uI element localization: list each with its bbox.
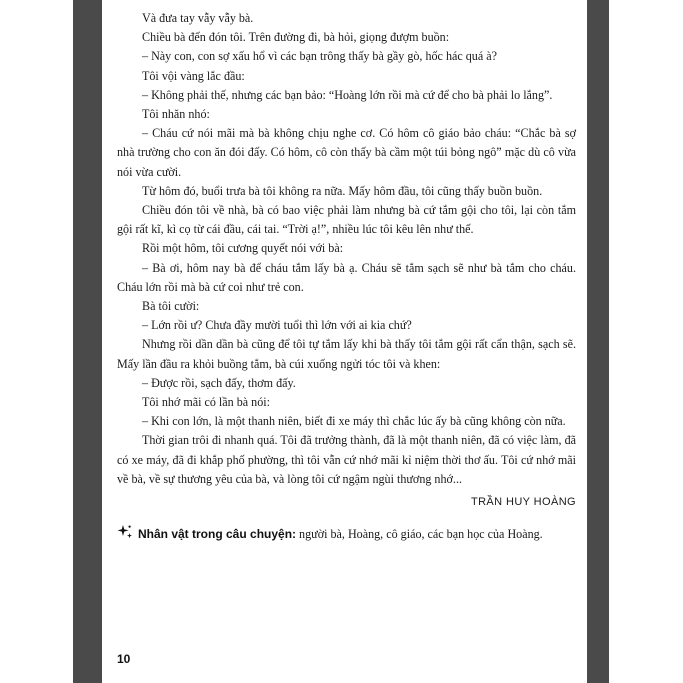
sparkle-icon — [117, 524, 133, 540]
story-paragraph: Nhưng rồi dần dần bà cũng để tôi tự tắm lấy khi bà thấy tôi tắm gội rất cẩn thận, sạch sẽ. Mấy lần đầu ra khỏi buồng tắm, bà cúi xuống ngửi tóc tôi và khen: — [117, 337, 576, 371]
story-paragraph: Chiều bà đến đón tôi. Trên đường đi, bà hỏi, giọng đượm buồn: — [142, 30, 450, 45]
story-paragraph: – Cháu cứ nói mãi mà bà không chịu nghe cơ. Có hôm cô giáo bảo cháu: “Chắc bà sợ nhà trường cho con ăn đói đấy. Có hôm, cô còn thấy bà cầm một túi bỏng ngô” mặc dù cô vừa nói vừa cười. — [117, 126, 576, 179]
left-margin-bar — [73, 0, 102, 683]
character-note — [117, 524, 576, 544]
page-number: 10 — [117, 652, 131, 666]
story-paragraphs — [117, 9, 576, 489]
story-paragraph: Và đưa tay vẫy vẫy bà. — [142, 11, 254, 25]
story-paragraph: Chiều đón tôi về nhà, bà có bao việc phải làm nhưng bà cứ tắm gội cho tôi, lại còn tắm gội rất kĩ, kì cọ từ cái đầu, cái tai. “Trời ạ!”, nhiều lúc tôi kêu lên như thế. — [117, 203, 576, 237]
note-label: Nhân vật trong câu chuyện: — [138, 527, 297, 542]
story-paragraph: Bà tôi cười: — [142, 299, 200, 314]
story-paragraph: – Không phải thế, nhưng các bạn bảo: “Hoàng lớn rồi mà cứ để cho bà phải lo lắng”. — [142, 87, 553, 102]
note-text: người bà, Hoàng, cô giáo, các bạn học của Hoàng. — [296, 527, 543, 542]
right-margin-bar — [587, 0, 609, 683]
story-paragraph: Tôi vội vàng lắc đầu: — [142, 68, 245, 83]
story-paragraph: Tôi nhăn nhó: — [142, 107, 210, 122]
story-paragraph: Tôi nhớ mãi có lần bà nói: — [142, 395, 270, 410]
story-paragraph: – Bà ơi, hôm nay bà để cháu tắm lấy bà ạ. Cháu sẽ tắm sạch sẽ như bà tắm cho cháu. Cháu lớn rồi mà bà cứ coi như trẻ con. — [117, 260, 576, 294]
book-page — [102, 0, 587, 683]
story-content — [117, 9, 576, 544]
story-paragraph: Từ hôm đó, buổi trưa bà tôi không ra nữa. Mấy hôm đầu, tôi cũng thấy buồn buồn. — [142, 183, 543, 198]
author-name: TRẦN HUY HOÀNG — [470, 496, 576, 509]
story-paragraph: – Được rồi, sạch đấy, thơm đấy. — [142, 375, 296, 390]
story-paragraph: – Này con, con sợ xấu hổ vì các bạn trông thấy bà gầy gò, hốc hác quá à? — [142, 49, 497, 64]
story-paragraph: Rồi một hôm, tôi cương quyết nói với bà: — [142, 241, 344, 256]
story-paragraph: – Khi con lớn, là một thanh niên, biết đi xe máy thì chắc lúc ấy bà cũng không còn nữa. — [142, 414, 566, 429]
story-paragraph: – Lớn rồi ư? Chưa đầy mười tuổi thì lớn với ai kia chứ? — [142, 318, 412, 333]
story-paragraph: Thời gian trôi đi nhanh quá. Tôi đã trưởng thành, đã là một thanh niên, đã có việc làm, đã có xe máy, đã đi khắp phố phường, thì tôi vẫn cứ nhớ mãi kỉ niệm thời thơ ấu. Tôi cứ nhớ mãi về bà, về sự thương yêu của bà, và lòng tôi cứ ngậm ngùi thương nhớ... — [117, 433, 576, 486]
